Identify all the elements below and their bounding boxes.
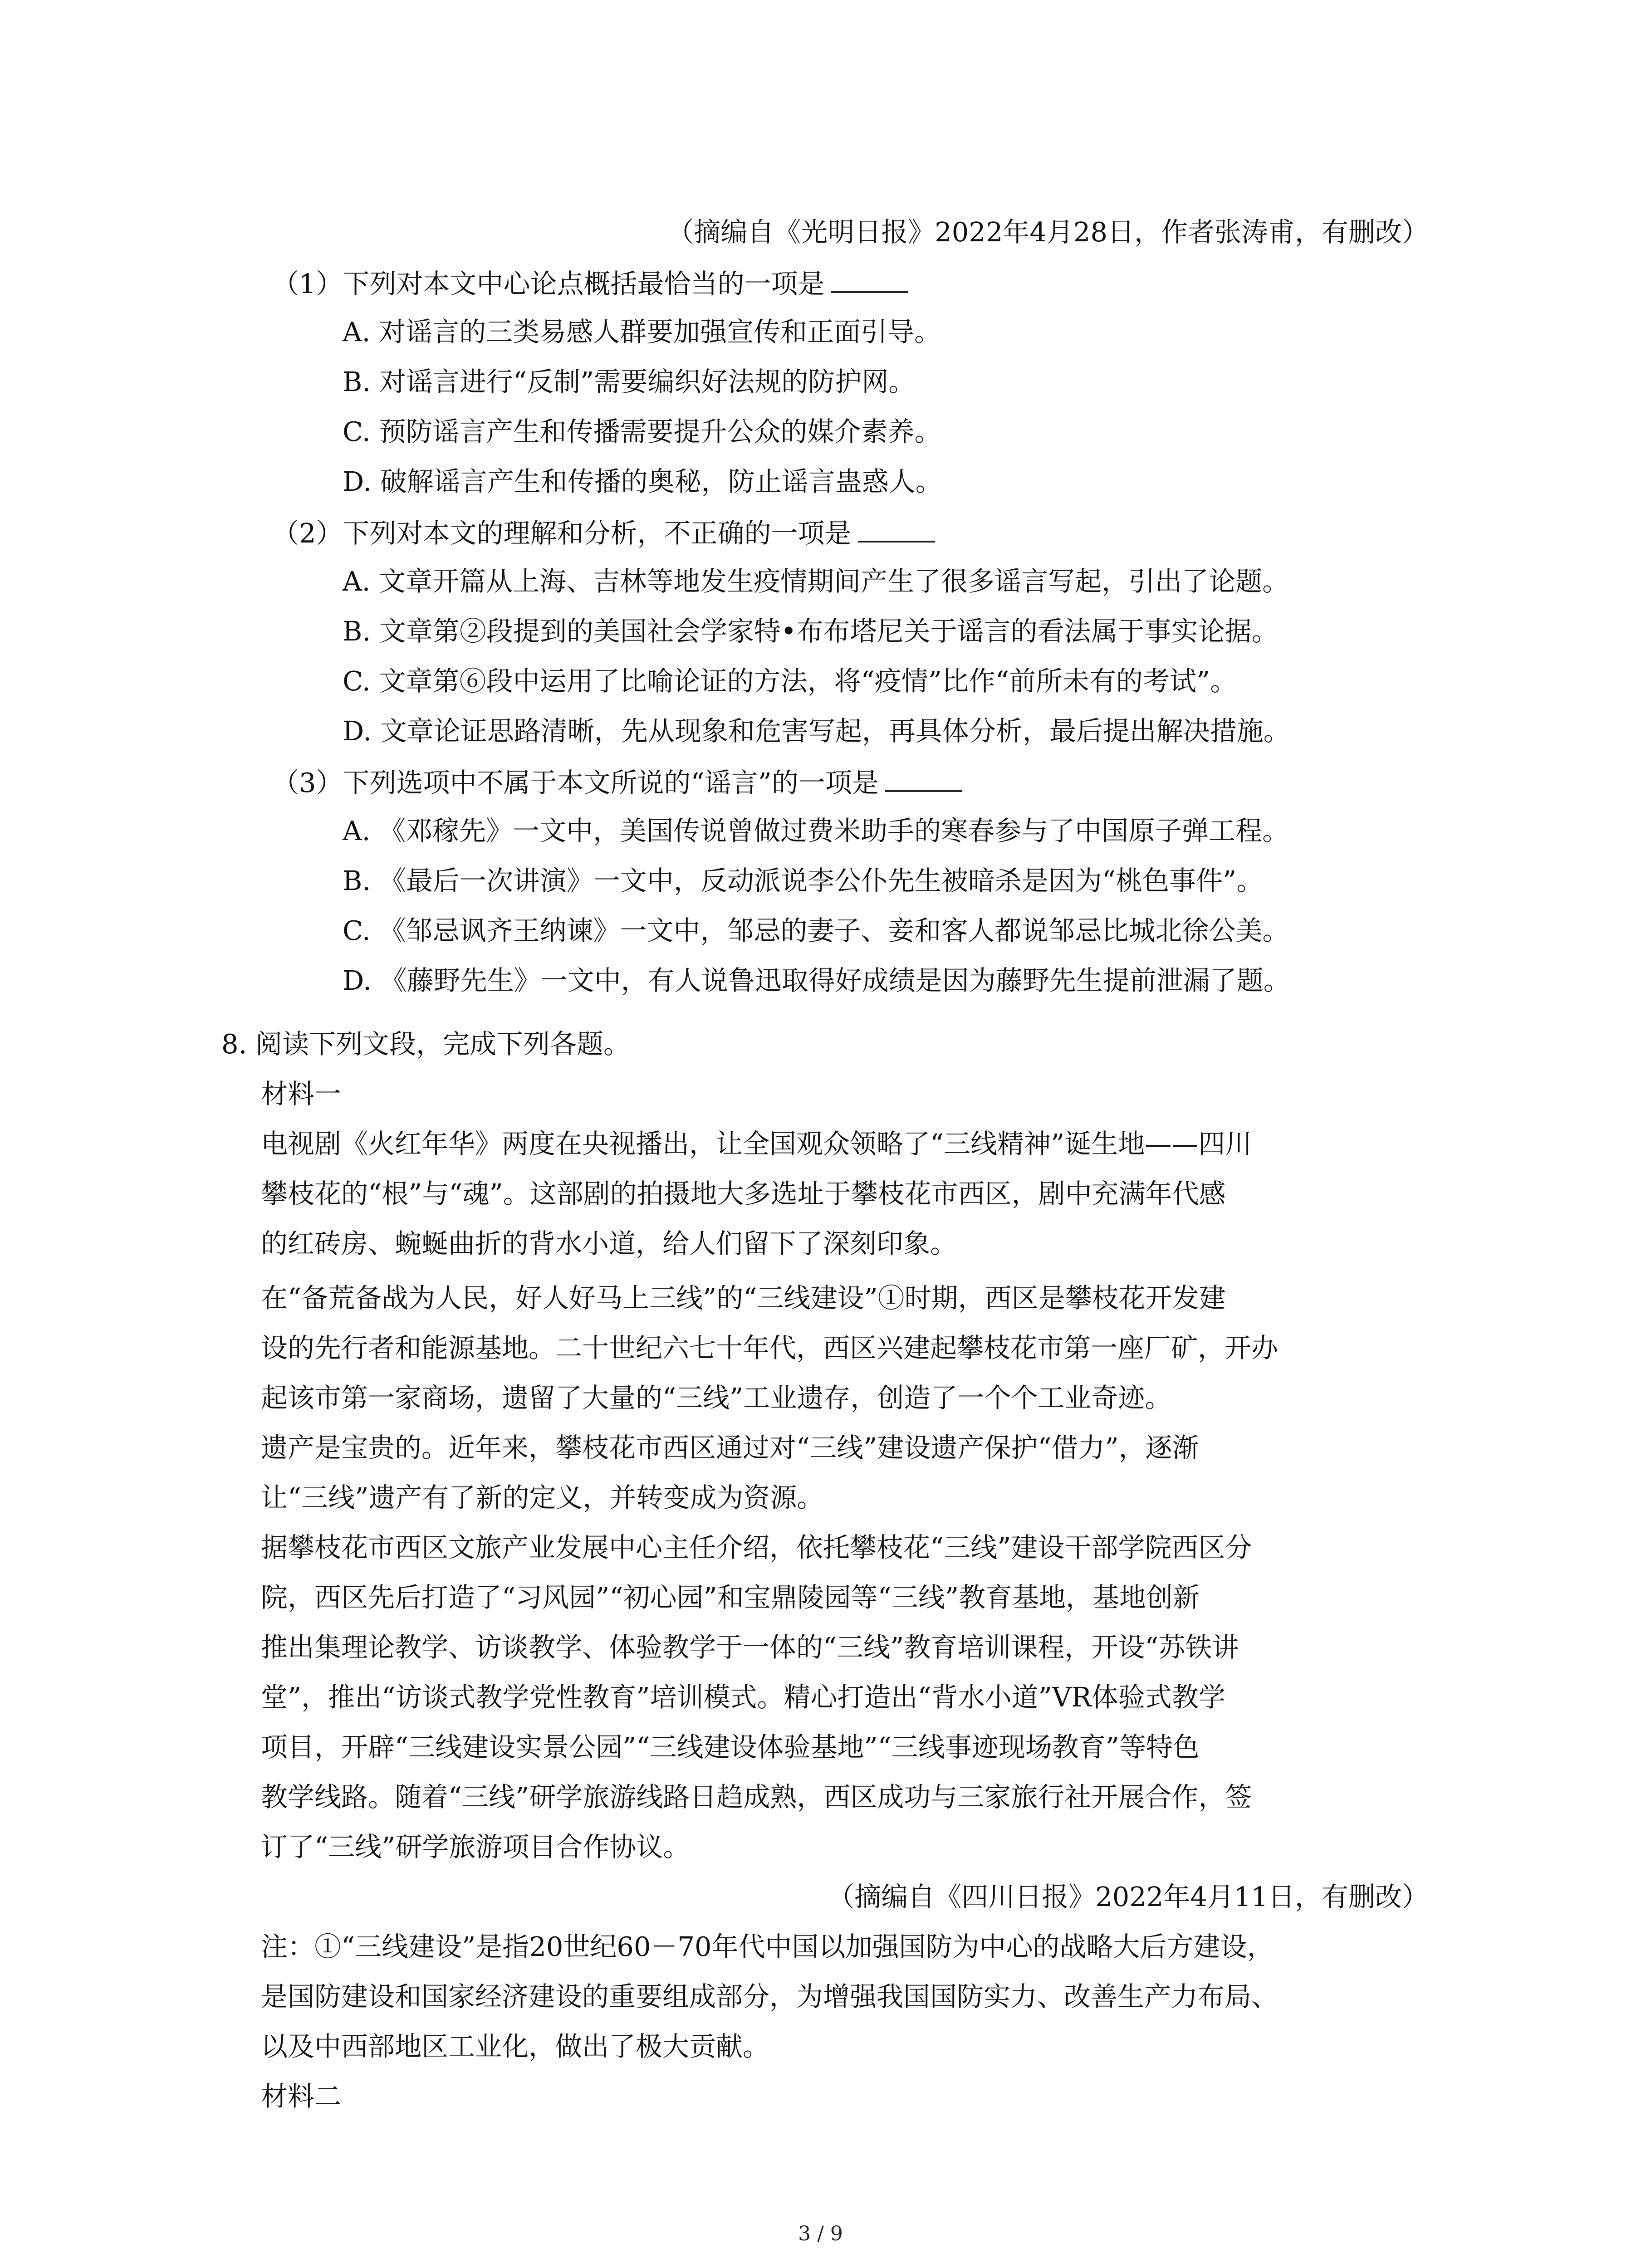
passage-line: 堂”，推出“访谈式教学党性教育”培训模式。精心打造出“背水小道”VR体验式教学 (261, 1681, 1225, 1713)
passage-line: 设的先行者和能源基地。二十世纪六七十年代，西区兴建起攀枝花市第一座厂矿，开办 (261, 1332, 1279, 1364)
source-citation: （摘编自《光明日报》2022年4月28日，作者张涛甫，有删改） (667, 216, 1429, 248)
question-3-stem (272, 763, 962, 799)
passage-line: 订了“三线”研学旅游项目合作协议。 (261, 1831, 690, 1862)
q1-option-b: B. 对谣言进行“反制”需要编织好法规的防护网。 (343, 366, 916, 397)
question-1-text: （1）下列对本文中心论点概括最恰当的一项是 (272, 268, 825, 299)
footnote-line: 是国防建设和国家经济建设的重要组成部分，为增强我国国防实力、改善生产力布局、 (261, 1981, 1279, 2012)
q1-option-a: A. 对谣言的三类易感人群要加强宣传和正面引导。 (343, 316, 941, 347)
passage-line: 推出集理论教学、访谈教学、体验教学于一体的“三线”教育培训课程，开设“苏铁讲 (261, 1632, 1239, 1663)
passage-line: 教学线路。随着“三线”研学旅游线路日趋成熟，西区成功与三家旅行社开展合作，签 (261, 1781, 1252, 1813)
material-1-label: 材料一 (261, 1078, 342, 1110)
question-3-text: （3）下列选项中不属于本文所说的“谣言”的一项是 (272, 767, 879, 798)
q3-option-d: D. 《藤野先生》一文中，有人说鲁迅取得好成绩是因为藤野先生提前泄漏了题。 (343, 965, 1290, 996)
question-1-stem (272, 264, 908, 300)
page-number: 3 / 9 (798, 2222, 843, 2245)
passage-line: 据攀枝花市西区文旅产业发展中心主任介绍，依托攀枝花“三线”建设干部学院西区分 (261, 1532, 1252, 1563)
q3-option-b: B. 《最后一次讲演》一文中，反动派说李公仆先生被暗杀是因为“桃色事件”。 (343, 865, 1264, 896)
passage-line: 攀枝花的“根”与“魂”。这部剧的拍摄地大多选址于攀枝花市西区，剧中充满年代感 (261, 1178, 1226, 1209)
passage-line: 起该市第一家商场，遗留了大量的“三线”工业遗存，创造了一个个工业奇迹。 (261, 1382, 1172, 1413)
passage-line: 电视剧《火红年华》两度在央视播出，让全国观众领略了“三线精神”诞生地——四川 (261, 1128, 1252, 1159)
q2-option-d: D. 文章论证思路清晰，先从现象和危害写起，再具体分析，最后提出解决措施。 (343, 715, 1290, 747)
q3-option-a: A. 《邓稼先》一文中，美国传说曾做过费米助手的寒春参与了中国原子弹工程。 (343, 815, 1289, 846)
passage-line: 在“备荒备战为人民，好人好马上三线”的“三线建设”①时期，西区是攀枝花开发建 (261, 1282, 1226, 1314)
q2-option-c: C. 文章第⑥段中运用了比喻论证的方法，将“疫情”比作“前所未有的考试”。 (343, 665, 1237, 697)
question-2-stem (272, 513, 935, 550)
question-8-title: 8. 阅读下列文段，完成下列各题。 (221, 1028, 631, 1060)
q2-option-a: A. 文章开篇从上海、吉林等地发生疫情期间产生了很多谣言写起，引出了论题。 (343, 566, 1289, 597)
q3-option-c: C. 《邹忌讽齐王纳谏》一文中，邹忌的妻子、妾和客人都说邹忌比城北徐公美。 (343, 915, 1289, 946)
answer-blank (858, 513, 935, 543)
answer-blank (831, 264, 908, 293)
q1-option-d: D. 破解谣言产生和传播的奥秘，防止谣言蛊惑人。 (343, 466, 942, 497)
passage-line: 项目，开辟“三线建设实景公园”“三线建设体验基地”“三线事迹现场教育”等特色 (261, 1731, 1200, 1763)
passage-line: 让“三线”遗产有了新的定义，并转变成为资源。 (261, 1482, 824, 1513)
footnote-line: 注：①“三线建设”是指20世纪60－70年代中国以加强国防为中心的战略大后方建设， (261, 1931, 1274, 1962)
footnote-line: 以及中西部地区工业化，做出了极大贡献。 (261, 2031, 770, 2062)
passage-line: 遗产是宝贵的。近年来，攀枝花市西区通过对“三线”建设遗产保护“借力”，逐渐 (261, 1432, 1199, 1463)
material-2-label: 材料二 (261, 2081, 342, 2112)
passage-line: 的红砖房、蜿蜒曲折的背水小道，给人们留下了深刻印象。 (261, 1228, 957, 1259)
passage-line: 院，西区先后打造了“习风园”“初心园”和宝鼎陵园等“三线”教育基地，基地创新 (261, 1582, 1200, 1613)
source-citation: （摘编自《四川日报》2022年4月11日，有删改） (828, 1881, 1429, 1912)
answer-blank (885, 763, 962, 792)
q1-option-c: C. 预防谣言产生和传播需要提升公众的媒介素养。 (343, 416, 941, 447)
question-2-text: （2）下列对本文的理解和分析，不正确的一项是 (272, 518, 852, 549)
q2-option-b: B. 文章第②段提到的美国社会学家特•布布塔尼关于谣言的看法属于事实论据。 (343, 616, 1279, 647)
